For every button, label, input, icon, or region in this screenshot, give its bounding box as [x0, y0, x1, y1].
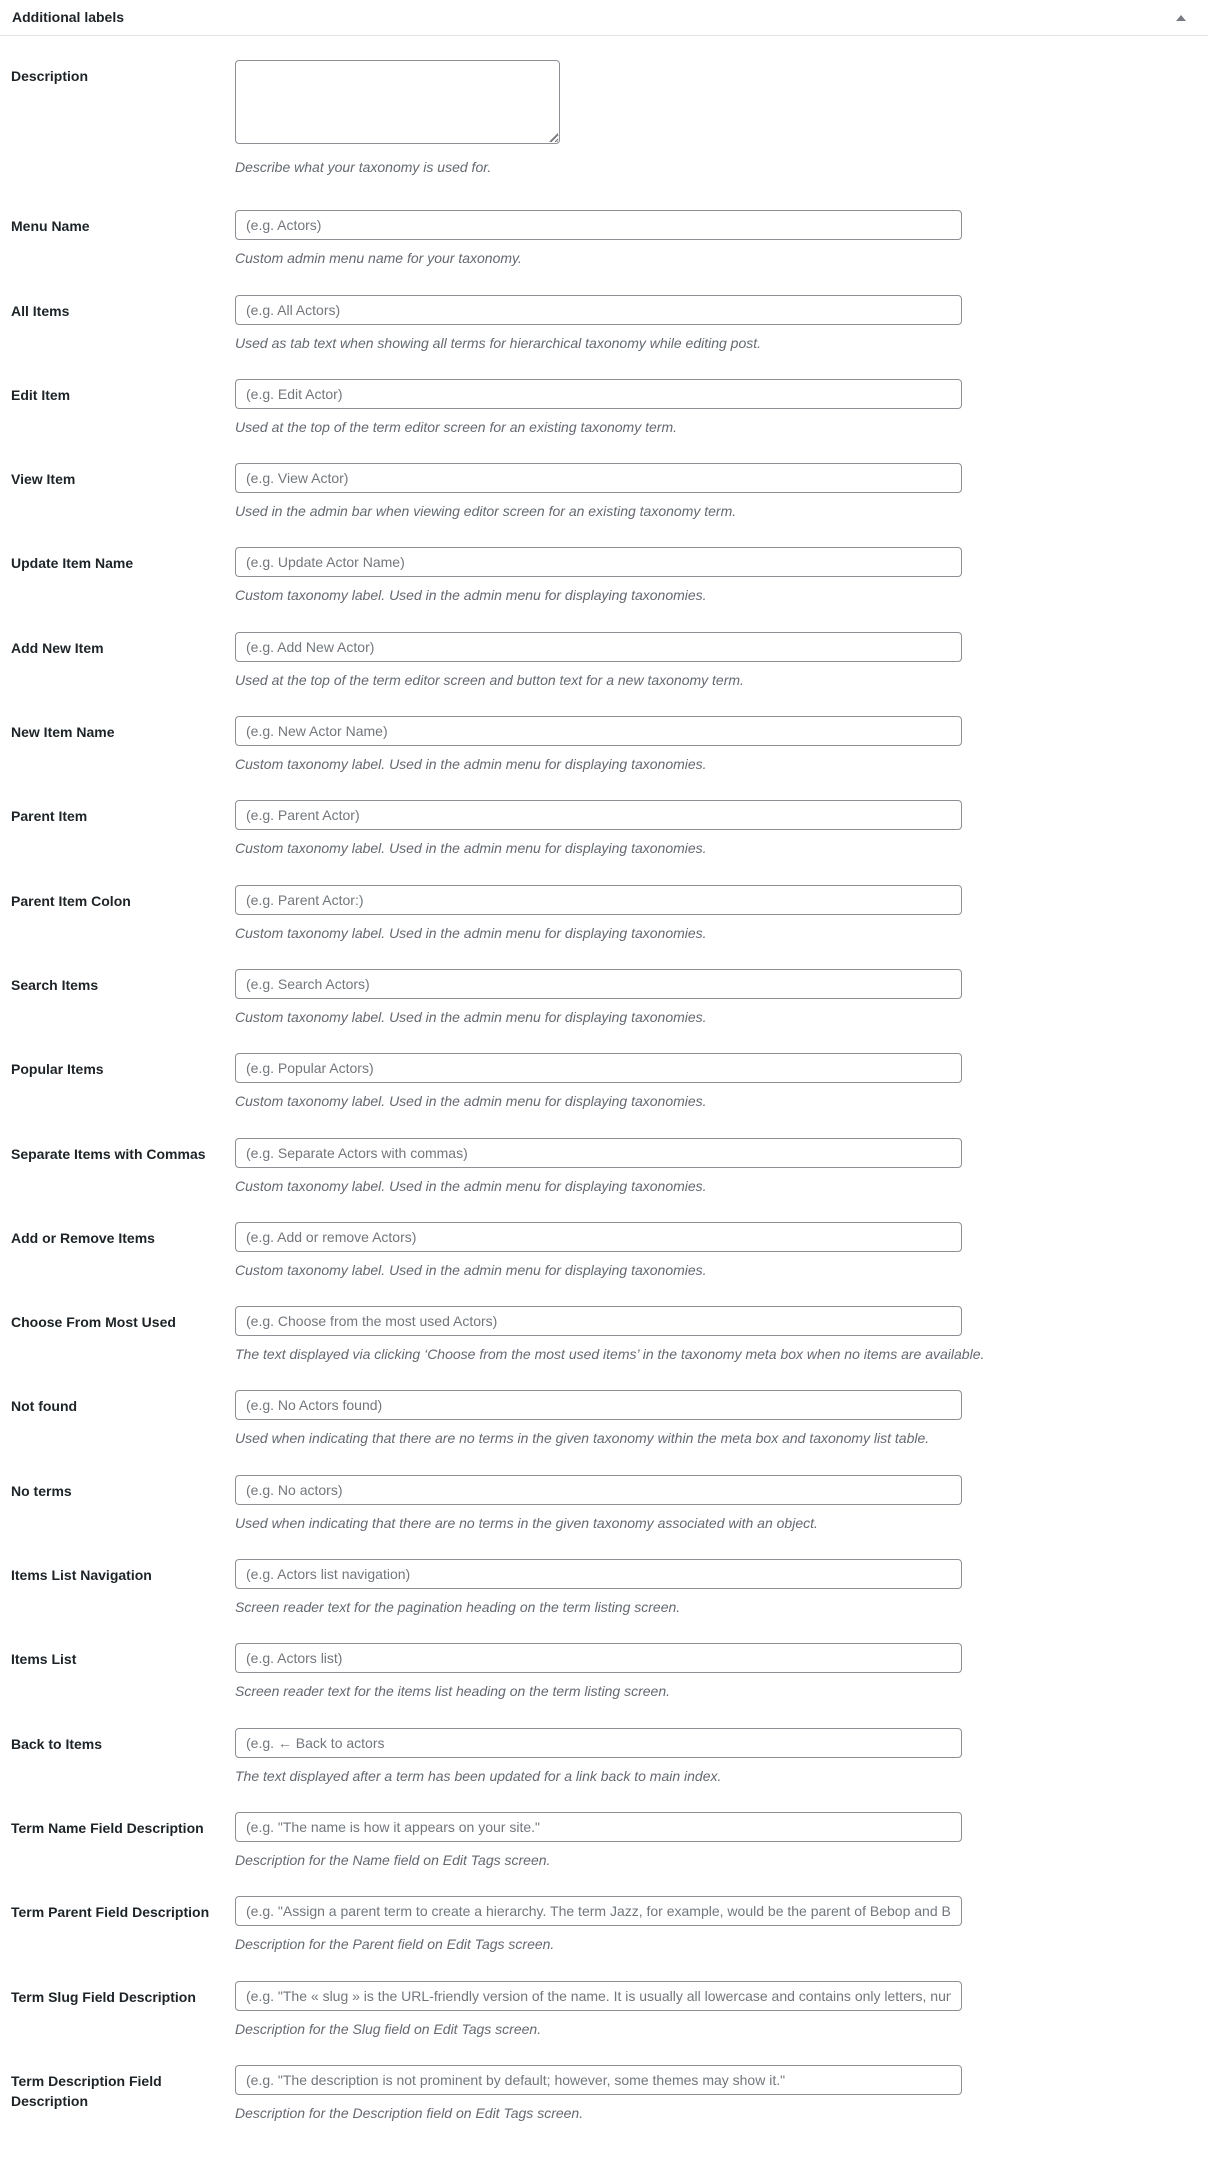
panel-body	[0, 36, 1208, 2123]
field-help-text: Custom admin menu name for your taxonomy.	[235, 250, 522, 267]
field-help-text: The text displayed via clicking ‘Choose from the most used items’ in the taxonomy meta box when no items are available.	[235, 1346, 985, 1363]
field-help-text: Custom taxonomy label. Used in the admin menu for displaying taxonomies.	[235, 587, 707, 604]
field-control	[235, 1981, 1196, 2039]
field-help-text: Description for the Parent field on Edit Tags screen.	[235, 1936, 555, 1953]
field-row-separate-items-with-commas	[11, 1138, 1196, 1196]
panel-title: Additional labels	[12, 8, 125, 25]
field-control	[235, 1053, 1196, 1111]
new-item-name-input[interactable]	[235, 716, 962, 746]
field-control	[235, 547, 1196, 605]
edit-item-input[interactable]	[235, 379, 962, 409]
term-parent-field-description-input[interactable]	[235, 1896, 962, 1926]
term-name-field-description-input[interactable]	[235, 1812, 962, 1842]
field-help-text: Screen reader text for the pagination heading on the term listing screen.	[235, 1599, 681, 1616]
field-control	[235, 1896, 1196, 1954]
field-row-parent-item	[11, 800, 1196, 858]
separate-items-with-commas-input[interactable]	[235, 1138, 962, 1168]
field-help-text: Description for the Description field on Edit Tags screen.	[235, 2104, 584, 2121]
view-item-input[interactable]	[235, 463, 962, 493]
field-control	[235, 632, 1196, 690]
menu-name-input[interactable]	[235, 210, 962, 240]
field-help-text: Custom taxonomy label. Used in the admin menu for displaying taxonomies.	[235, 840, 707, 857]
description-textarea[interactable]	[235, 60, 560, 144]
field-row-view-item	[11, 463, 1196, 521]
field-help-text: Used when indicating that there are no terms in the given taxonomy within the meta box and taxonomy list table.	[235, 1430, 930, 1447]
not-found-input[interactable]	[235, 1390, 962, 1420]
add-or-remove-items-input[interactable]	[235, 1222, 962, 1252]
field-help-text: Custom taxonomy label. Used in the admin menu for displaying taxonomies.	[235, 1008, 707, 1025]
field-row-term-description-field-description	[11, 2065, 1196, 2123]
panel-header	[0, 0, 1208, 36]
field-help-text: Used when indicating that there are no terms in the given taxonomy associated with an object.	[235, 1514, 818, 1531]
field-label: Add or Remove Items	[11, 1229, 155, 1246]
field-control	[235, 1138, 1196, 1196]
field-label: Menu Name	[11, 218, 90, 235]
field-label: Term Parent Field Description	[11, 1904, 210, 1921]
field-row-add-new-item	[11, 632, 1196, 690]
field-control	[235, 1222, 1196, 1280]
field-control	[235, 295, 1196, 353]
term-description-field-description-input[interactable]	[235, 2065, 962, 2095]
field-control	[235, 1728, 1196, 1786]
field-label: Update Item Name	[11, 555, 134, 572]
field-label: All Items	[11, 302, 70, 319]
field-row-description	[11, 60, 1196, 177]
popular-items-input[interactable]	[235, 1053, 962, 1083]
parent-item-input[interactable]	[235, 800, 962, 830]
field-control	[235, 1559, 1196, 1617]
field-row-back-to-items	[11, 1728, 1196, 1786]
no-terms-input[interactable]	[235, 1475, 962, 1505]
search-items-input[interactable]	[235, 969, 962, 999]
field-row-choose-from-most-used	[11, 1306, 1196, 1364]
field-label: Items List	[11, 1651, 77, 1668]
field-help-text: Screen reader text for the items list heading on the term listing screen.	[235, 1683, 670, 1700]
field-control	[235, 379, 1196, 437]
items-list-navigation-input[interactable]	[235, 1559, 962, 1589]
field-help-text: Custom taxonomy label. Used in the admin menu for displaying taxonomies.	[235, 1177, 707, 1194]
field-control	[235, 1306, 1196, 1364]
parent-item-colon-input[interactable]	[235, 885, 962, 915]
field-control	[235, 1390, 1196, 1448]
field-help-text: Used in the admin bar when viewing editor screen for an existing taxonomy term.	[235, 503, 737, 520]
back-to-items-input[interactable]	[235, 1728, 962, 1758]
field-help-text: Custom taxonomy label. Used in the admin menu for displaying taxonomies.	[235, 1261, 707, 1278]
field-control	[235, 2065, 1196, 2123]
field-label: Search Items	[11, 976, 99, 993]
field-label: Description	[11, 68, 89, 84]
arrow-up-icon	[1176, 15, 1186, 21]
field-row-term-slug-field-description	[11, 1981, 1196, 2039]
field-label: Edit Item	[11, 386, 71, 403]
field-label: Not found	[11, 1398, 78, 1415]
field-label: Choose From Most Used	[11, 1314, 176, 1331]
field-row-parent-item-colon	[11, 885, 1196, 943]
field-label: Items List Navigation	[11, 1567, 152, 1584]
field-label: Parent Item	[11, 808, 88, 825]
items-list-input[interactable]	[235, 1643, 962, 1673]
field-row-term-parent-field-description	[11, 1896, 1196, 1954]
field-control	[235, 800, 1196, 858]
field-row-not-found	[11, 1390, 1196, 1448]
field-row-items-list-navigation	[11, 1559, 1196, 1617]
field-help-text: Description for the Slug field on Edit Tags screen.	[235, 2020, 542, 2037]
field-row-term-name-field-description	[11, 1812, 1196, 1870]
add-new-item-input[interactable]	[235, 632, 962, 662]
field-row-update-item-name	[11, 547, 1196, 605]
field-control	[235, 1643, 1196, 1701]
field-label: Term Name Field Description	[11, 1819, 204, 1836]
field-row-popular-items	[11, 1053, 1196, 1111]
field-label: Term Description Field Description	[11, 2072, 162, 2110]
field-label: Parent Item Colon	[11, 892, 131, 909]
term-slug-field-description-input[interactable]	[235, 1981, 962, 2011]
field-row-search-items	[11, 969, 1196, 1027]
field-row-edit-item	[11, 379, 1196, 437]
field-control	[235, 60, 1196, 177]
field-label: Term Slug Field Description	[11, 1988, 196, 2005]
all-items-input[interactable]	[235, 295, 962, 325]
field-control	[235, 1812, 1196, 1870]
field-help-text: Custom taxonomy label. Used in the admin menu for displaying taxonomies.	[235, 1093, 707, 1110]
field-row-add-or-remove-items	[11, 1222, 1196, 1280]
field-label: New Item Name	[11, 724, 115, 741]
field-label: Popular Items	[11, 1061, 104, 1078]
field-row-new-item-name	[11, 716, 1196, 774]
field-label: Add New Item	[11, 639, 104, 656]
field-label: View Item	[11, 471, 76, 488]
field-label: Separate Items with Commas	[11, 1145, 206, 1162]
field-help-text: The text displayed after a term has been updated for a link back to main index.	[235, 1767, 722, 1784]
field-label: Back to Items	[11, 1735, 103, 1752]
field-help-text: Custom taxonomy label. Used in the admin menu for displaying taxonomies.	[235, 756, 707, 773]
field-row-menu-name	[11, 210, 1196, 268]
field-control	[235, 716, 1196, 774]
panel-toggle-button[interactable]	[1166, 3, 1196, 33]
field-help-text: Custom taxonomy label. Used in the admin menu for displaying taxonomies.	[235, 924, 707, 941]
field-help-text: Used at the top of the term editor screen for an existing taxonomy term.	[235, 418, 677, 435]
field-control	[235, 969, 1196, 1027]
choose-from-most-used-input[interactable]	[235, 1306, 962, 1336]
field-help-text: Used as tab text when showing all terms for hierarchical taxonomy while editing post.	[235, 334, 762, 351]
field-control	[235, 210, 1196, 268]
field-help-text: Description for the Name field on Edit Tags screen.	[235, 1851, 551, 1868]
field-control	[235, 1475, 1196, 1533]
field-control	[235, 885, 1196, 943]
field-help-text: Describe what your taxonomy is used for.	[235, 159, 492, 175]
field-control	[235, 463, 1196, 521]
field-label: No terms	[11, 1482, 72, 1499]
field-row-items-list	[11, 1643, 1196, 1701]
update-item-name-input[interactable]	[235, 547, 962, 577]
field-row-all-items	[11, 295, 1196, 353]
field-help-text: Used at the top of the term editor screen and button text for a new taxonomy term.	[235, 671, 744, 688]
field-row-no-terms	[11, 1475, 1196, 1533]
